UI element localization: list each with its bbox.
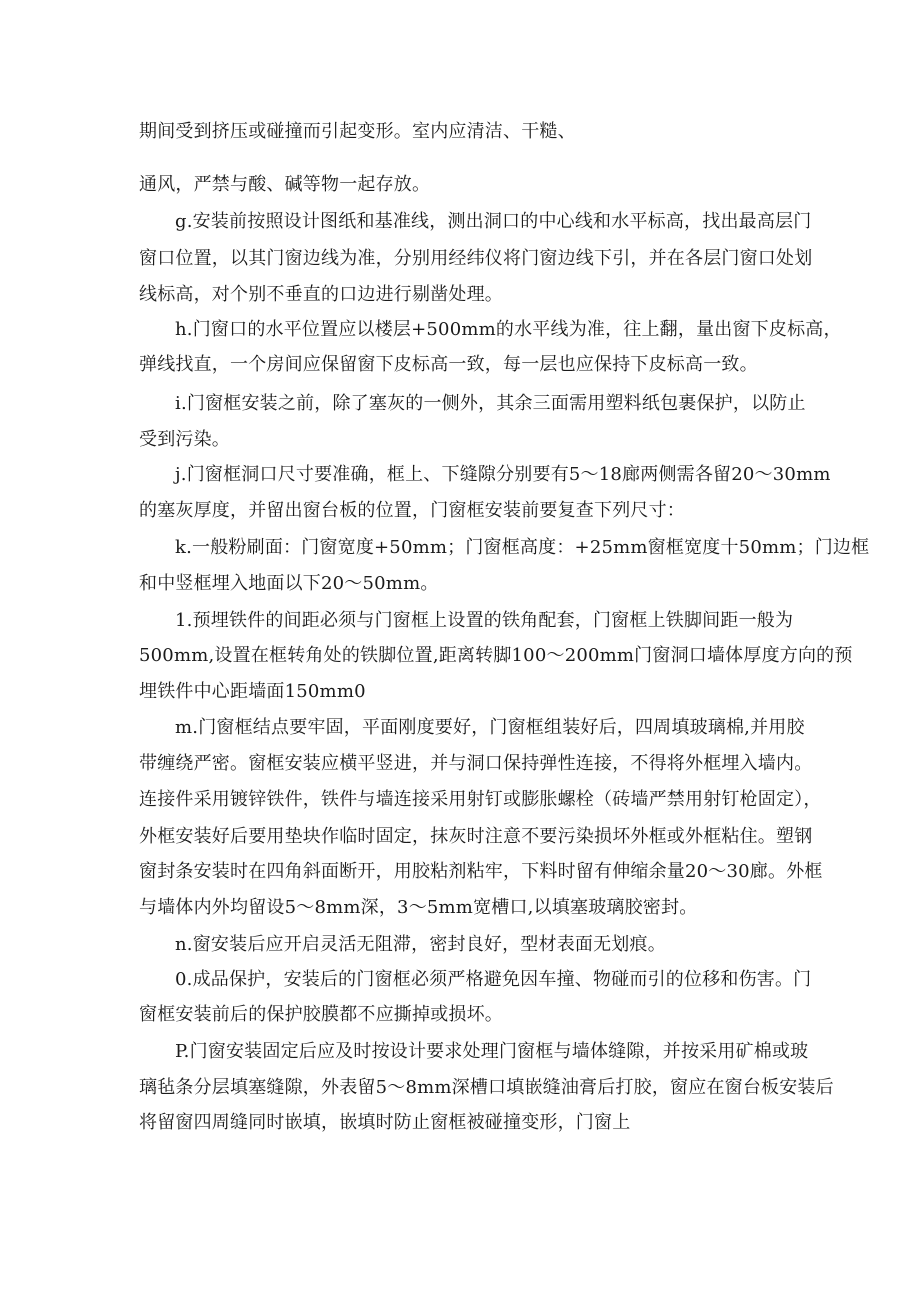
text-line: 受到污染。 [139,429,230,450]
text-line: 将留窗四周缝同时嵌填，嵌填时防止窗框被碰撞变形，门窗上 [139,1112,631,1133]
text-line: j.门窗框洞口尺寸要准确，框上、下缝隙分别要有5～18廊两侧需各留20～30mm [175,464,831,485]
text-line: 通风，严禁与酸、碱等物一起存放。 [139,174,431,195]
text-line: 1.预埋铁件的间距必须与门窗框上设置的铁角配套，门窗框上铁脚间距一般为 [175,610,794,631]
text-line: P.门窗安装固定后应及时按设计要求处理门窗框与墙体缝隙，并按采用矿棉或玻 [175,1041,809,1062]
text-line: 和中竖框埋入地面以下20～50mm。 [139,573,439,594]
text-line: i.门窗框安装之前，除了塞灰的一侧外，其余三面需用塑料纸包裹保护，以防止 [175,393,806,414]
text-line: k.一般粉刷面：门窗宽度+50mm；门窗框高度：+25mm窗框宽度十50mm；门边框 [175,537,870,558]
text-line: 弹线找直，一个房间应保留窗下皮标高一致，每一层也应保持下皮标高一致。 [139,354,758,375]
text-line: 与墙体内外均留设5～8mm深，3～5mm宽槽口,以填塞玻璃胶密封。 [139,897,698,918]
text-line: 璃毡条分层填塞缝隙，外表留5～8mm深槽口填嵌缝油膏后打胶，窗应在窗台板安装后 [139,1077,834,1098]
text-line: h.门窗口的水平位置应以楼层+500mm的水平线为准，往上翻，量出窗下皮标高， [175,319,842,340]
text-line: 埋铁件中心距墙面150mm0 [139,681,366,702]
text-line: m.门窗框结点要牢固，平面刚度要好，门窗框组装好后，四周填玻璃棉,并用胶 [175,717,805,738]
text-line: 500mm,设置在框转角处的铁脚位置,距离转脚100～200mm门窗洞口墙体厚度方向的预 [139,645,853,666]
text-line: 连接件采用镀锌铁件，铁件与墙连接采用射钉或膨胀螺栓（砖墙严禁用射钉枪固定）， [139,789,822,810]
text-line: 期间受到挤压或碰撞而引起变形。室内应清洁、干糙、 [139,121,576,142]
text-line: 的塞灰厚度，并留出窗台板的位置，门窗框安装前要复查下列尺寸： [139,500,685,521]
text-line: 窗口位置，以其门窗边线为准，分别用经纬仪将门窗边线下引，并在各层门窗口处划 [139,248,813,269]
text-line: 窗封条安装时在四角斜面断开，用胶粘剂粘牢，下料时留有伸缩余量20～30廊。外框 [139,861,823,882]
text-line: 线标高，对个别不垂直的口边进行剔凿处理。 [139,284,503,305]
text-line: 外框安装好后要用垫块作临时固定，抹灰时注意不要污染损坏外框或外框粘住。塑钢 [139,826,813,847]
text-line: g.安装前按照设计图纸和基准线，测出洞口的中心线和水平标高，找出最高层门 [175,211,812,232]
text-line: 窗框安装前后的保护胶膜都不应撕掉或损坏。 [139,1004,503,1025]
text-line: 带缠绕严密。窗框安装应横平竖进，并与洞口保持弹性连接，不得将外框埋入墙内。 [139,753,813,774]
text-line: 0.成品保护，安装后的门窗框必须严格避免因车撞、物碰而引的位移和伤害。门 [175,969,812,990]
text-line: n.窗安装后应开启灵活无阻滞，密封良好，型材表面无划痕。 [175,934,666,955]
